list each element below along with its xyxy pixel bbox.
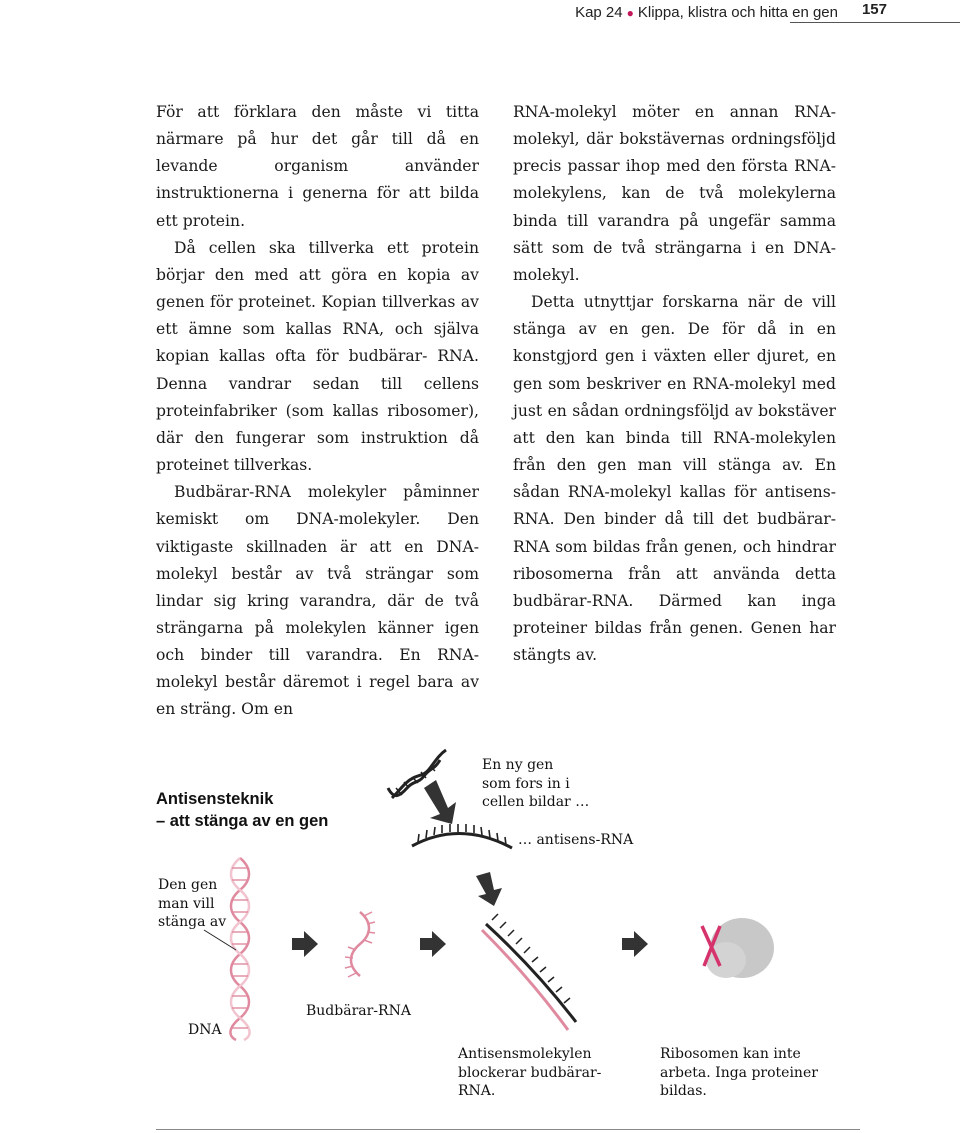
bottom-rule xyxy=(156,1129,860,1130)
arrow-icon xyxy=(292,931,318,957)
label-blocking: Antisensmolekylen blockerar budbärar- RNA. xyxy=(458,1046,602,1099)
label-antisense-rna: … antisens-RNA xyxy=(518,832,634,848)
page-header xyxy=(0,0,960,36)
target-gene-dna-icon xyxy=(230,858,249,1040)
page-number: 157 xyxy=(861,1,887,18)
label-target-gene: Den gen man vill stänga av xyxy=(158,877,227,930)
label-dna: DNA xyxy=(188,1022,222,1038)
paragraph: Då cellen ska tillverka ett protein börjar den med att göra en kopia av genen för proteinet. Kopian tillverkas av ett ämne som kallas RNA, och själva kopian kallas ofta för budbärar- RNA. Denna vandrar sedan till cellens proteinfabriker (som kallas ribosomer), där den fungerar som instruktion då proteinet tillverkas. xyxy=(156,238,479,475)
antisense-figure xyxy=(0,740,960,1133)
paragraph: Detta utnyttjar forskarna när de vill stänga av en gen. De för då in en konstgjord gen i växten eller djuret, en gen som beskriver en RNA-molekyl med just en sådan ordningsföljd av bokstäver att den kan binda till RNA-molekylen från den gen man vill stänga av. En sådan RNA-molekyl kallas för antisens-RNA. Den binder då till det budbärar-RNA som bildas från genen, och hindrar ribosomerna från att använda detta budbärar-RNA. Därmed kan inga proteiner bildas från genen. Genen har stängts av. xyxy=(513,293,836,665)
label-new-gene: En ny gen som fors in i cellen bildar … xyxy=(482,757,590,810)
arrow-icon xyxy=(420,931,446,957)
chapter-title: Klippa, klistra och hitta en gen xyxy=(637,4,838,21)
figure-title-line: Antisensteknik xyxy=(156,790,274,808)
paragraph: Budbärar-RNA molekyler påminner kemiskt om DNA-molekyler. Den viktigaste skillnaden är att en DNA-molekyl består av två strängar som lindar sig kring varandra, där de två strängarna på molekylen känner igen och binder till varandra. En RNA-molekyl består däremot i regel bara av en sträng. Om en xyxy=(156,483,479,719)
figure-title-line: – att stänga av en gen xyxy=(156,812,329,830)
ribosome-icon xyxy=(706,918,774,978)
figure-title xyxy=(156,788,328,832)
header-rule xyxy=(790,22,960,23)
antisense-rna-icon xyxy=(412,824,512,848)
bound-rna-icon xyxy=(482,914,576,1030)
arrow-icon xyxy=(622,931,648,957)
right-column xyxy=(513,99,836,669)
arrow-icon xyxy=(424,780,456,824)
messenger-rna-icon xyxy=(345,912,375,977)
arrow-icon xyxy=(476,872,502,906)
left-column xyxy=(156,99,479,724)
chapter-label: Kap 24 xyxy=(575,4,623,21)
paragraph: För att förklara den måste vi titta närmare på hur det går till då en levande organism använder instruktionerna i generna för att bilda ett protein. xyxy=(156,103,479,230)
running-head xyxy=(575,4,838,21)
bullet-dot-icon: ● xyxy=(626,6,634,20)
label-ribosome: Ribosomen kan inte arbeta. Inga proteiner bildas. xyxy=(660,1046,818,1099)
paragraph: RNA-molekyl möter en annan RNA-molekyl, där bokstävernas ordningsföljd precis passar ihop med den första RNA-molekylens, kan de två molekylerna binda till varandra på ungefär samma sätt som de två strängarna i en DNA-molekyl. xyxy=(513,103,836,284)
label-messenger-rna: Budbärar-RNA xyxy=(306,1003,411,1019)
